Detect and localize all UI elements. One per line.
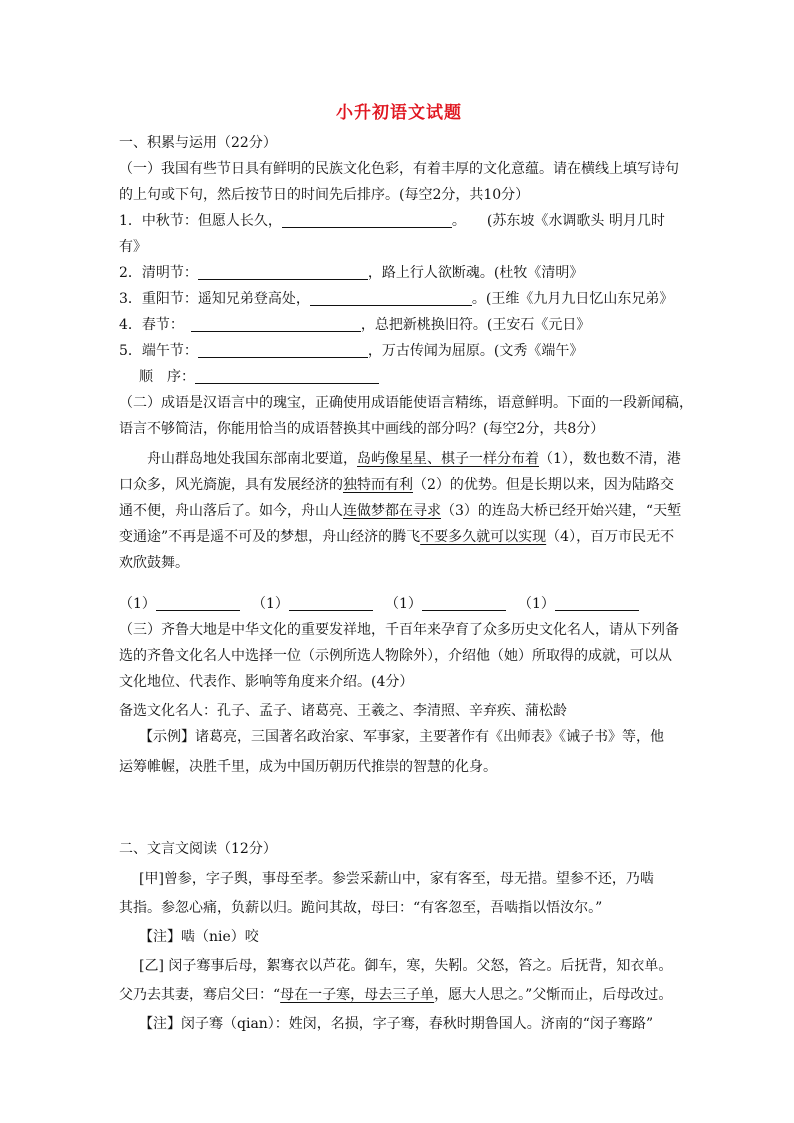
news-line1 (119, 448, 681, 470)
passage-underlined: 母在一子寒，母去三子单 (280, 987, 435, 1003)
section1-header: 一、积累与运用（22分） (119, 135, 277, 151)
idiom-answer-2 (252, 593, 385, 615)
order-line (119, 366, 379, 388)
poem-item-3-prefix: 3．重阳节：遥知兄弟登高处， (119, 291, 310, 307)
q3-line3: 文化地位、代表作、影响等角度来介绍。(4分） (119, 674, 414, 690)
poem-blank-5[interactable] (198, 341, 368, 358)
news-underlined-4: 不要多久就可以实现 (420, 529, 547, 545)
passage-yi-line1: [乙] 闵子骞事后母，絮骞衣以芦花。御车，寒，失靷。父怒，笞之。后抚背，知衣单。 (139, 958, 673, 974)
news-underlined-2: 独特而有利 (343, 477, 413, 493)
news-text: 变通途”不再是遥不可及的梦想，舟山经济的腾飞 (119, 529, 421, 545)
answer-label: （1） (119, 596, 156, 612)
passage-jia-line1: [甲]曾参，字子舆，事母至孝。参尝采薪山中，家有客至，母无措。望参不还，乃啮 (139, 871, 654, 887)
note-2: 【注】闵子骞（qian）：姓闵，名损，字子骞，春秋时期鲁国人。济南的“闵子骞路” (139, 1016, 654, 1032)
news-line2 (119, 474, 674, 496)
poem-item-3 (119, 288, 673, 310)
passage-jia-line2: 其指。参忽心痛，负薪以归。跪问其故，母曰：“有客忽至，吾啮指以悟汝尔。” (119, 900, 603, 916)
example-line1: 【示例】诸葛亮，三国著名政治家、军事家，主要著作有《出师表》《诫子书》等，他 (139, 729, 664, 745)
news-text: （2）的优势。但是长期以来，因为陆路交 (413, 477, 674, 493)
poem-item-4-suffix: ，总把新桃换旧符。(王安石《元日》 (360, 317, 591, 333)
passage-text: 父乃去其妻，骞启父曰：“ (119, 987, 281, 1003)
q2-intro-line1: （二）成语是汉语言中的瑰宝，正确使用成语能使语言精练，语意鲜明。下面的一段新闻稿， (119, 395, 693, 411)
passage-yi-line2 (119, 984, 672, 1006)
poem-item-3-suffix: 。(王维《九月九日忆山东兄弟》 (471, 291, 674, 307)
answer-blank-1[interactable] (156, 594, 240, 611)
poem-item-5-prefix: 5．端午节： (119, 343, 198, 359)
section2-header: 二、文言文阅读（12分） (119, 841, 277, 857)
poem-item-5 (119, 340, 583, 362)
poem-item-4 (119, 314, 590, 336)
q3-line2: 选的齐鲁文化名人中选择一位（示例所选人物除外），介绍他（她）所取得的成就，可以从 (119, 648, 672, 664)
answer-label: （1） (518, 596, 555, 612)
news-text: 通不便，舟山落后了。如今，舟山人 (119, 503, 343, 519)
news-text: 口众多，风光旖旎，具有发展经济的 (119, 477, 343, 493)
poem-blank-2[interactable] (198, 263, 368, 280)
answer-label: （1） (385, 596, 422, 612)
poem-item-2 (119, 262, 583, 284)
poem-blank-1[interactable] (282, 211, 452, 228)
idiom-answer-3 (385, 593, 518, 615)
example-line2: 运筹帷幄，决胜千里，成为中国历朝历代推崇的智慧的化身。 (119, 759, 497, 775)
order-blank[interactable] (195, 367, 379, 384)
candidate-list: 备选文化名人：孔子、孟子、诸葛亮、王羲之、李清照、辛弃疾、蒲松龄 (119, 703, 567, 719)
answer-blank-3[interactable] (422, 594, 506, 611)
poem-item-5-suffix: ，万古传闻为屈原。(文秀《端午》 (367, 343, 584, 359)
note-1: 【注】啮（nie）咬 (139, 929, 259, 945)
idiom-answer-row (119, 593, 638, 615)
poem-blank-3[interactable] (310, 289, 472, 306)
q2-intro-line2: 语言不够简洁，你能用恰当的成语替换其中画线的部分吗？(每空2分，共8分） (119, 421, 605, 437)
poem-item-4-prefix: 4．春节： (119, 317, 191, 333)
news-underlined-1: 岛屿像星星、棋子一样分布着 (357, 451, 539, 467)
q3-line1: （三）齐鲁大地是中华文化的重要发祥地，千百年来孕育了众多历史文化名人，请从下列备 (119, 622, 679, 638)
news-line3 (119, 500, 681, 522)
answer-label: （1） (252, 596, 289, 612)
poem-item-1-wrap: 有》 (119, 239, 147, 255)
poem-item-2-suffix: ，路上行人欲断魂。(杜牧《清明》 (367, 265, 584, 281)
q1-intro-line1: （一）我国有些节日具有鲜明的民族文化色彩，有着丰厚的文化意蕴。请在横线上填写诗句 (119, 161, 679, 177)
news-line5: 欢欣鼓舞。 (119, 555, 189, 571)
poem-blank-4[interactable] (191, 315, 361, 332)
news-text: （1），数也数不清，港 (539, 451, 681, 467)
news-text: （3）的连岛大桥已经开始兴建，“天堑 (441, 503, 682, 519)
order-label: 顺 序： (139, 369, 195, 385)
idiom-answer-1 (119, 593, 252, 615)
answer-blank-2[interactable] (289, 594, 373, 611)
q1-intro-line2: 的上句或下句，然后按节日的时间先后排序。(每空2分，共10分） (119, 187, 530, 203)
answer-blank-4[interactable] (555, 594, 639, 611)
poem-item-1 (119, 210, 665, 232)
passage-text: ，愿大人思之。”父惭而止，后母改过。 (434, 987, 673, 1003)
idiom-answer-4 (518, 593, 638, 615)
exam-title: 小升初语文试题 (336, 103, 462, 123)
poem-item-2-prefix: 2．清明节： (119, 265, 198, 281)
news-text: （4），百万市民无不 (546, 529, 675, 545)
news-line4 (119, 526, 674, 548)
poem-item-1-suffix: 。 (苏东坡《水调歌头 明月几时 (451, 213, 665, 229)
poem-item-1-prefix: 1．中秋节：但愿人长久， (119, 213, 282, 229)
news-text: 舟山群岛地处我国东部南北要道， (147, 451, 357, 467)
news-underlined-3: 连做梦都在寻求 (343, 503, 441, 519)
